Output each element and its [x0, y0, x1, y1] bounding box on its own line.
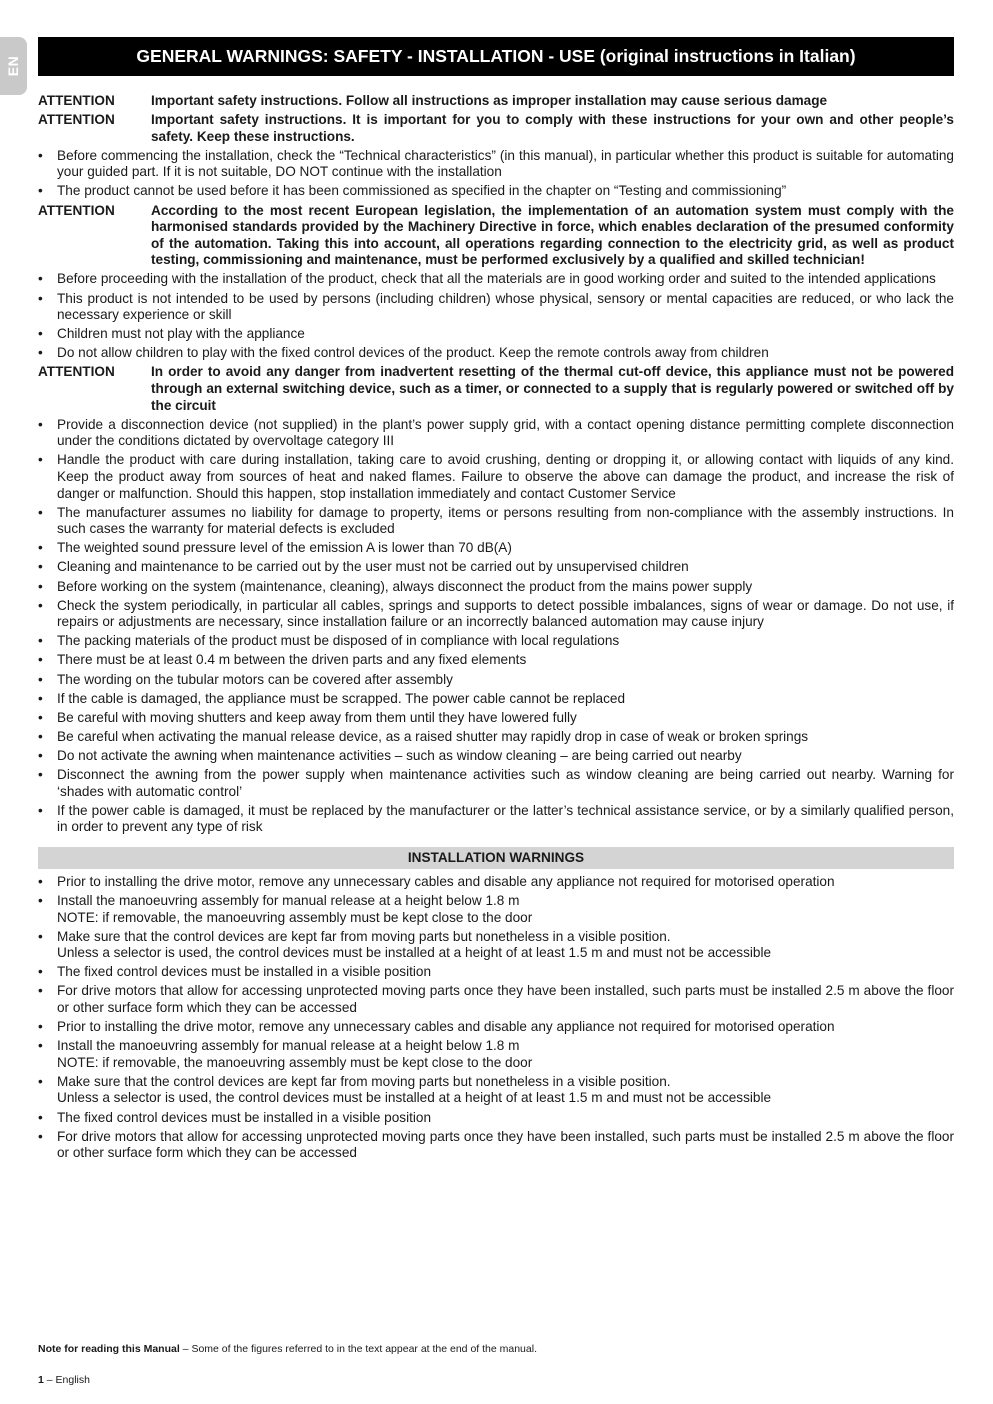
bullet-text: The manufacturer assumes no liability for damage to property, items or persons resulting from non-compliance with the assembly instructions. In such cases the warranty for material defects is excluded [57, 504, 954, 537]
bullet-marker: • [38, 452, 43, 468]
installation-bullet-item [38, 1074, 954, 1107]
bullet-text: Do not allow children to play with the fixed control devices of the product. Keep the remote controls away from children [57, 345, 769, 361]
installation-warnings-list [38, 874, 954, 1162]
language-tab [0, 37, 27, 95]
attention-label: ATTENTION [38, 202, 115, 218]
installation-bullet-item [38, 929, 954, 962]
page-number-value: 1 [38, 1374, 44, 1386]
bullet-marker: • [38, 271, 43, 287]
bullet-text: Disconnect the awning from the power supply when maintenance activities such as window cleaning are being carried out nearby. Warning for ‘shades with automatic control’ [57, 766, 954, 799]
bullet-item [38, 729, 954, 746]
bullet-marker: • [38, 892, 43, 908]
bullet-item [38, 803, 954, 836]
bullet-item [38, 417, 954, 450]
installation-bullet-text: For drive motors that allow for accessing unprotected moving parts once they have been installed, such parts must be installed 2.5 m above the floor or other surface form which they can be accessed [57, 983, 954, 1015]
attention-item [38, 112, 954, 145]
bullet-item [38, 633, 954, 650]
installation-bullet-text: Make sure that the control devices are kept far from moving parts but nonetheless in a visible position. Unless a selector is used, the control devices must be installed at a height of at least 1.5 m and must not be accessible [57, 1073, 772, 1106]
bullet-marker: • [38, 728, 43, 744]
installation-warnings-heading: INSTALLATION WARNINGS [38, 847, 954, 869]
bullet-marker: • [38, 873, 43, 889]
bullet-item [38, 767, 954, 800]
bullet-text: Before working on the system (maintenance, cleaning), always disconnect the product from the mains power supply [57, 578, 753, 594]
bullet-marker: • [38, 597, 43, 613]
footer-note [38, 1343, 537, 1355]
bullet-item [38, 559, 954, 576]
attention-label: ATTENTION [38, 364, 115, 380]
bullet-marker: • [38, 709, 43, 725]
attention-label: ATTENTION [38, 93, 115, 108]
bullet-text: This product is not intended to be used by persons (including children) whose physical, sensory or mental capacities are reduced, or who lack the necessary experience or skill [57, 290, 954, 323]
bullet-text: Check the system periodically, in particular all cables, springs and supports to detect possible imbalances, signs of wear or damage. Do not use, if repairs or adjustments are necessary, since installation failure or an incorrectly balanced automation may cause injury [57, 597, 954, 630]
bullet-marker: • [38, 964, 43, 980]
bullet-marker: • [38, 183, 43, 199]
bullet-marker: • [38, 802, 43, 818]
bullet-text: Before proceeding with the installation of the product, check that all the materials are in good working order and suited to the intended applications [57, 271, 936, 287]
bullet-marker: • [38, 1109, 43, 1125]
bullet-marker: • [38, 345, 43, 361]
attention-text: Important safety instructions. Follow all instructions as improper installation may cause serious damage [151, 93, 828, 108]
attention-item [38, 93, 954, 110]
attention-text: According to the most recent European legislation, the implementation of an automation system must comply with the harmonised standards provided by the Machinery Directive in force, which enables declaration of the presumed conformity of the automation. Taking this into account, all operations regarding connection to the electricity grid, as well as product testing, commissioning and maintenance, must be performed exclusively by a qualified and skilled technician! [151, 202, 954, 268]
attention-text: Important safety instructions. It is important for you to comply with these instructions for your own and other people’s safety. Keep these instructions. [151, 112, 954, 144]
bullet-text: Before commencing the installation, check the “Technical characteristics” (in this manual), in particular whether this product is suitable for automating your guided part. If it is not suitable, DO NOT continue with the installation [57, 147, 954, 180]
installation-bullet-item [38, 1019, 954, 1036]
installation-bullet-text: The fixed control devices must be installed in a visible position [57, 1109, 432, 1125]
bullet-text: The wording on the tubular motors can be covered after assembly [57, 671, 453, 687]
language-tab-label: EN [5, 55, 22, 77]
bullet-item [38, 148, 954, 181]
bullet-item [38, 598, 954, 631]
installation-bullet-text: Make sure that the control devices are kept far from moving parts but nonetheless in a visible position. Unless a selector is used, the control devices must be installed at a height of at least 1.5 m and must not be accessible [57, 928, 772, 961]
bullet-text: Children must not play with the appliance [57, 326, 305, 342]
attention-item [38, 364, 954, 414]
bullet-marker: • [38, 747, 43, 763]
bullet-text: Handle the product with care during installation, taking care to avoid crushing, denting or dropping it, or allowing contact with liquids of any kind. Keep the product away from sources of heat and naked flames. Failure to observe the above can damage the product, and increase the risk of danger or malfunction. Should this happen, stop installation immediately and contact Customer Service [57, 452, 954, 501]
bullet-text: Do not activate the awning when maintenance activities – such as window cleaning – are being carried out nearby [57, 747, 742, 763]
footer-note-bold: Note for reading this Manual [38, 1343, 180, 1355]
bullet-marker: • [38, 633, 43, 649]
bullet-text: The weighted sound pressure level of the emission A is lower than 70 dB(A) [57, 540, 512, 556]
bullet-item [38, 579, 954, 596]
bullet-item [38, 452, 954, 502]
bullet-text: Be careful with moving shutters and keep away from them until they have lowered fully [57, 709, 577, 725]
bullet-text: If the power cable is damaged, it must be replaced by the manufacturer or the latter’s technical assistance service, or by a similarly qualified person, in order to prevent any type of risk [57, 802, 954, 835]
attention-label: ATTENTION [38, 112, 115, 128]
bullet-marker: • [38, 540, 43, 556]
bullet-item [38, 271, 954, 288]
bullet-item [38, 291, 954, 324]
bullet-text: The packing materials of the product must be disposed of in compliance with local regulations [57, 633, 620, 649]
installation-bullet-item [38, 983, 954, 1016]
installation-bullet-text: Install the manoeuvring assembly for manual release at a height below 1.8 m NOTE: if removable, the manoeuvring assembly must be kept close to the door [57, 1038, 533, 1070]
installation-bullet-item [38, 1129, 954, 1162]
bullet-text: Provide a disconnection device (not supplied) in the plant’s power supply grid, with a contact opening distance permitting complete disconnection under the conditions dictated by overvoltage category III [57, 416, 954, 449]
bullet-text: Be careful when activating the manual release device, as a raised shutter may rapidly drop in case of weak or broken springs [57, 728, 809, 744]
bullet-item [38, 748, 954, 765]
bullet-item [38, 326, 954, 343]
bullet-marker: • [38, 766, 43, 782]
bullet-marker: • [38, 928, 43, 944]
bullet-marker: • [38, 290, 43, 306]
installation-bullet-item [38, 874, 954, 891]
installation-bullet-item [38, 1110, 954, 1127]
bullet-item [38, 652, 954, 669]
installation-bullet-text: For drive motors that allow for accessing unprotected moving parts once they have been installed, such parts must be installed 2.5 m above the floor or other surface form which they can be accessed [57, 1128, 954, 1161]
bullet-item [38, 710, 954, 727]
bullet-marker: • [38, 578, 43, 594]
bullet-marker: • [38, 1038, 43, 1054]
bullet-marker: • [38, 147, 43, 163]
bullet-item [38, 345, 954, 362]
bullet-marker: • [38, 652, 43, 668]
page-content [38, 37, 954, 1164]
page-number [38, 1374, 90, 1386]
bullet-marker: • [38, 1019, 43, 1035]
installation-bullet-text: Prior to installing the drive motor, remove any unnecessary cables and disable any appliance not required for motorised operation [57, 873, 835, 889]
safety-warnings-list [38, 93, 954, 836]
bullet-item [38, 540, 954, 557]
installation-bullet-item [38, 964, 954, 981]
bullet-item [38, 691, 954, 708]
footer-note-text: – Some of the figures referred to in the text appear at the end of the manual. [179, 1343, 537, 1355]
installation-bullet-text: Prior to installing the drive motor, remove any unnecessary cables and disable any appliance not required for motorised operation [57, 1019, 835, 1035]
installation-bullet-item [38, 1038, 954, 1071]
attention-text: In order to avoid any danger from inadvertent resetting of the thermal cut-off device, this appliance must not be powered through an external switching device, such as a timer, or connected to a supply that is regularly powered or switched off by the circuit [151, 364, 954, 413]
page-title: GENERAL WARNINGS: SAFETY - INSTALLATION - USE (original instructions in Italian) [38, 37, 954, 76]
bullet-text: The product cannot be used before it has been commissioned as specified in the chapter on “Testing and commissioning” [57, 183, 787, 199]
bullet-marker: • [38, 504, 43, 520]
installation-bullet-text: The fixed control devices must be installed in a visible position [57, 964, 432, 980]
bullet-marker: • [38, 416, 43, 432]
bullet-text: Cleaning and maintenance to be carried out by the user must not be carried out by unsupervised children [57, 559, 689, 575]
bullet-marker: • [38, 671, 43, 687]
installation-bullet-item [38, 893, 954, 926]
bullet-marker: • [38, 1128, 43, 1144]
bullet-marker: • [38, 690, 43, 706]
bullet-marker: • [38, 983, 43, 999]
page-language: – English [43, 1374, 90, 1386]
installation-bullet-text: Install the manoeuvring assembly for manual release at a height below 1.8 m NOTE: if removable, the manoeuvring assembly must be kept close to the door [57, 892, 533, 925]
bullet-item [38, 672, 954, 689]
bullet-item [38, 183, 954, 200]
bullet-text: There must be at least 0.4 m between the driven parts and any fixed elements [57, 652, 527, 668]
bullet-item [38, 505, 954, 538]
bullet-marker: • [38, 326, 43, 342]
bullet-text: If the cable is damaged, the appliance must be scrapped. The power cable cannot be replaced [57, 690, 626, 706]
bullet-marker: • [38, 1073, 43, 1089]
attention-item [38, 203, 954, 269]
bullet-marker: • [38, 559, 43, 575]
